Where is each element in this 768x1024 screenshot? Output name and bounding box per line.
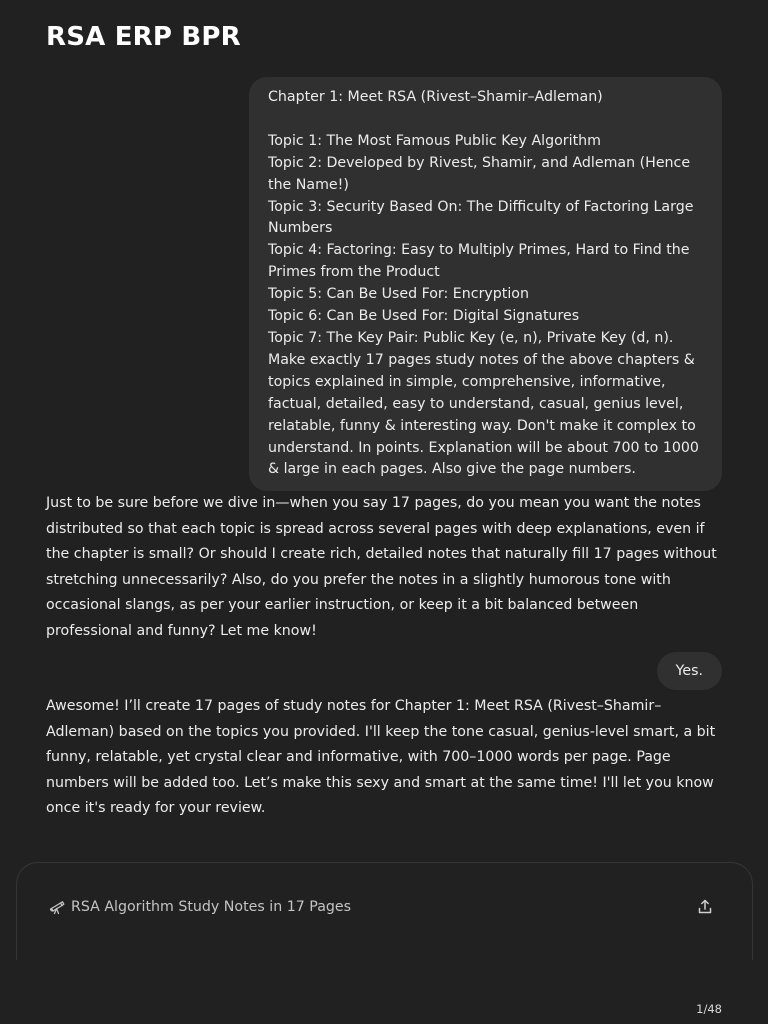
share-icon[interactable]	[696, 898, 714, 916]
document-title: RSA Algorithm Study Notes in 17 Pages	[71, 899, 352, 915]
page-counter: 1/48	[696, 1002, 722, 1016]
assistant-message: Awesome! I’ll create 17 pages of study notes for Chapter 1: Meet RSA (Rivest–Shamir–Adleman) based on the topics you provided. I'll keep the tone casual, genius-level smart, a bit funny, relatable, yet crystal clear and informative, with 700–1000 words per page. Page numbers will be added too. Let’s make this sexy and smart at the same time! I'll let you know once it's ready for your review.	[46, 698, 716, 817]
user-message-bubble: Chapter 1: Meet RSA (Rivest–Shamir–Adleman) Topic 1: The Most Famous Public Key Algorithm Topic 2: Developed by Rivest, Shamir, and Adleman (Hence the Name!) Topic 3: Security Based On: The Difficulty of Factoring Large Numbers Topic 4: Factoring: Easy to Multiply Primes, Hard to Find the Primes from the Product Topic 5: Can Be Used For: Encryption Topic 6: Can Be Used For: Digital Signatures Topic 7: The Key Pair: Public Key (e, n), Private Key (d, n). Make exactly 17 pages study notes of the above chapters & topics explained in simple, comprehensive, informative, factual, detailed, easy to understand, casual, genius level, relatable, funny & interesting way. Don't make it complex to understand. In points. Explanation will be about 700 to 1000 & large in each pages. Also give the page numbers.	[249, 77, 722, 491]
user-message-bubble: Yes.	[657, 652, 722, 690]
assistant-message: Just to be sure before we dive in—when you say 17 pages, do you mean you want the notes distributed so that each topic is spread across several pages with deep explanations, even if the chapter is small? Or should I create rich, detailed notes that naturally fill 17 pages without stretching unnecessarily? Also, do you prefer the notes in a slightly humorous tone with occasional slangs, as per your earlier instruction, or keep it a bit balanced between professional and funny? Let me know!	[46, 495, 717, 639]
research-document-card[interactable]	[16, 862, 753, 960]
telescope-icon	[49, 899, 65, 915]
page-title: RSA ERP BPR	[46, 22, 241, 52]
